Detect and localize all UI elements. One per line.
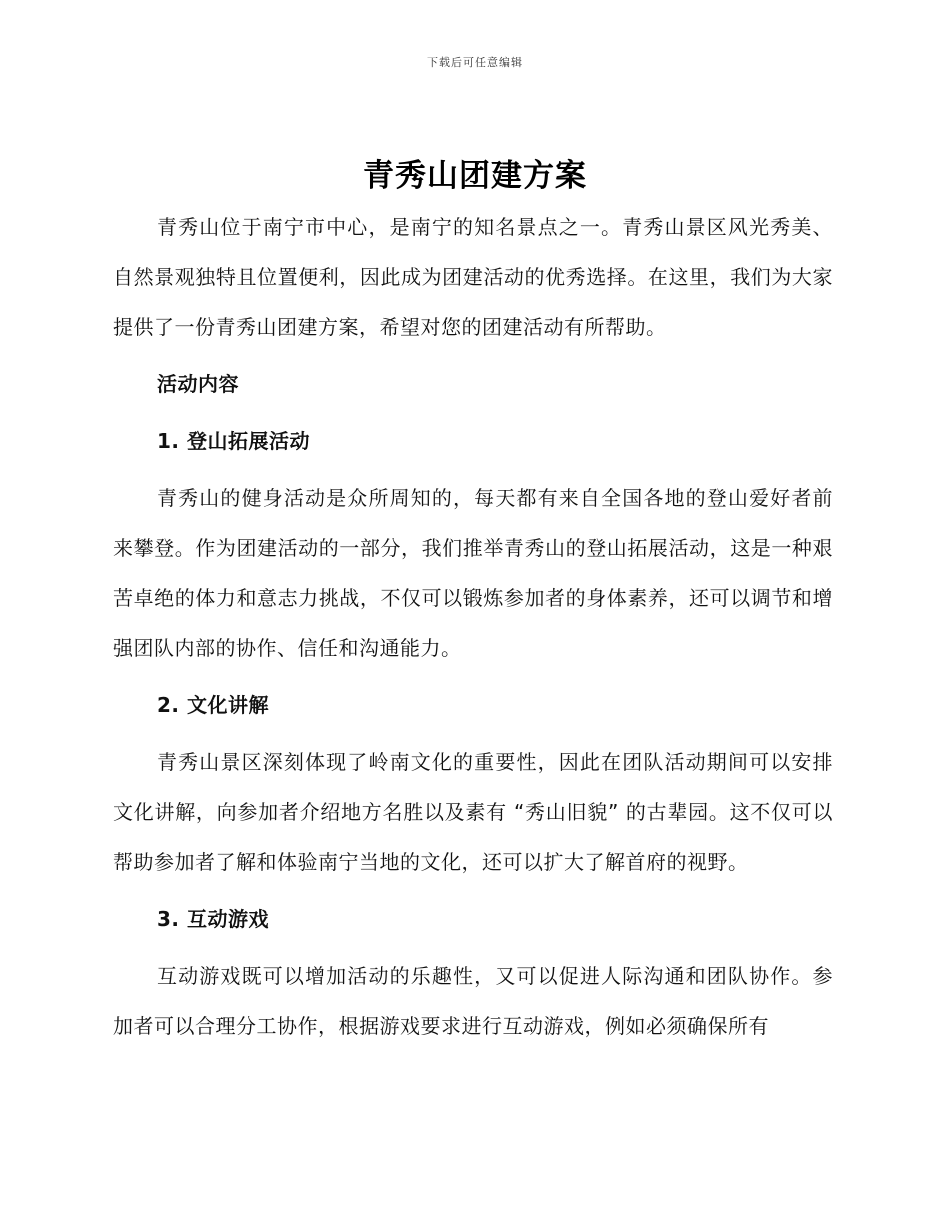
section-heading-activities: 活动内容 [157,372,239,396]
subsection-body-2: 青秀山景区深刻体现了岭南文化的重要性，因此在团队活动期间可以安排文化讲解，向参加者介绍地方名胜以及素有 “秀山旧貌” 的古辈园。这不仅可以帮助参加者了解和体验南宁当地的文化，还可以扩大了解首府的视野。 [113,750,833,874]
subsection-body-3: 互动游戏既可以增加活动的乐趣性，又可以促进人际沟通和团队协作。参加者可以合理分工协作，根据游戏要求进行互动游戏，例如必须确保所有 [113,964,833,1038]
subsection-heading-1: 1. 登山拓展活动 [157,429,310,453]
subsection-body-1: 青秀山的健身活动是众所周知的，每天都有来自全国各地的登山爱好者前来攀登。作为团建活动的一部分，我们推举青秀山的登山拓展活动，这是一种艰苦卓绝的体力和意志力挑战，不仅可以锻炼参加者的身体素养，还可以调节和增强团队内部的协作、信任和沟通能力。 [113,486,833,660]
subsection-heading-2: 2. 文化讲解 [157,693,269,717]
intro-paragraph: 青秀山位于南宁市中心，是南宁的知名景点之一。青秀山景区风光秀美、自然景观独特且位置便利，因此成为团建活动的优秀选择。在这里，我们为大家提供了一份青秀山团建方案，希望对您的团建活动有所帮助。 [113,215,833,339]
header-note: 下载后可任意编辑 [427,56,523,69]
document-body [113,202,833,1051]
subsection-heading-3: 3. 互动游戏 [157,907,269,931]
document-title: 青秀山团建方案 [363,158,587,194]
